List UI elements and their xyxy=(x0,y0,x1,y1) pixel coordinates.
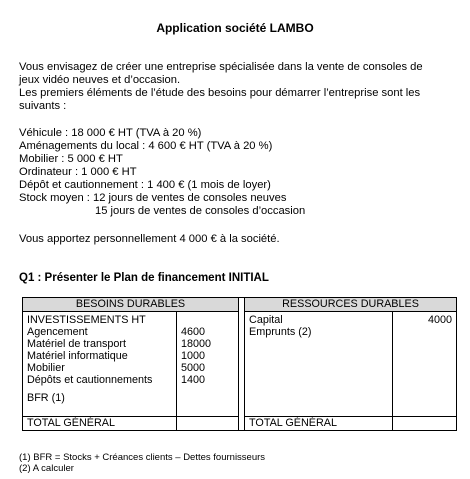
item-label-depots: Dépôts et cautionnements xyxy=(27,374,153,386)
need-stock-neuves: Stock moyen : 12 jours de ventes de consoles neuves xyxy=(19,192,287,204)
need-depot: Dépôt et cautionnement : 1 400 € (1 mois de loyer) xyxy=(19,179,271,191)
question-1: Q1 : Présenter le Plan de financement INITIAL xyxy=(19,272,269,284)
item-label-agencement: Agencement xyxy=(27,326,88,338)
footnote-2: (2) A calculer xyxy=(19,463,74,474)
item-label-materiel-transport: Matériel de transport xyxy=(27,338,127,350)
total-besoins-value xyxy=(177,417,239,431)
personal-contribution: Vous apportez personnellement 4 000 € à la société. xyxy=(19,233,280,245)
besoins-labels-cell xyxy=(23,312,177,417)
ressources-values-cell xyxy=(393,312,457,417)
item-label-capital: Capital xyxy=(249,314,283,326)
item-value-depots: 1400 xyxy=(181,374,206,386)
total-ressources-value xyxy=(393,417,457,431)
intro-line-1: Vous envisagez de créer une entreprise spécialisée dans la vente de consoles de xyxy=(19,61,423,73)
intro-line-4: suivants : xyxy=(19,100,67,112)
total-besoins-label: TOTAL GÉNÉRAL xyxy=(23,417,177,431)
need-ordinateur: Ordinateur : 1 000 € HT xyxy=(19,166,137,178)
besoins-values-cell xyxy=(177,312,239,417)
header-besoins: BESOINS DURABLES xyxy=(23,298,239,312)
item-label-emprunts: Emprunts (2) xyxy=(249,326,312,338)
item-label-mobilier: Mobilier xyxy=(27,362,65,374)
total-ressources-label: TOTAL GÉNÉRAL xyxy=(245,417,393,431)
need-stock-occasion: 15 jours de ventes de consoles d’occasion xyxy=(95,205,306,217)
item-value-materiel-transport: 18000 xyxy=(181,338,212,350)
ressources-labels-cell xyxy=(245,312,393,417)
need-amenagements: Aménagements du local : 4 600 € HT (TVA à 20 %) xyxy=(19,140,273,152)
need-mobilier: Mobilier : 5 000 € HT xyxy=(19,153,123,165)
item-label-bfr: BFR (1) xyxy=(27,392,65,404)
intro-line-2: jeux vidéo neuves et d’occasion. xyxy=(19,74,181,86)
item-value-capital: 4000 xyxy=(428,314,453,326)
item-value-materiel-informatique: 1000 xyxy=(181,350,206,362)
financing-plan-table xyxy=(22,297,457,431)
item-value-agencement: 4600 xyxy=(181,326,206,338)
intro-line-3: Les premiers éléments de l’étude des besoins pour démarrer l’entreprise sont les xyxy=(19,87,421,99)
document-title: Application société LAMBO xyxy=(156,21,314,35)
footnotes xyxy=(19,452,265,474)
item-label-materiel-informatique: Matériel informatique xyxy=(27,350,128,362)
need-vehicule: Véhicule : 18 000 € HT (TVA à 20 %) xyxy=(19,127,202,139)
item-value-mobilier: 5000 xyxy=(181,362,206,374)
investissements-title: INVESTISSEMENTS HT xyxy=(27,314,146,326)
header-ressources: RESSOURCES DURABLES xyxy=(245,298,457,312)
footnote-1: (1) BFR = Stocks + Créances clients – Dettes fournisseurs xyxy=(19,452,266,463)
